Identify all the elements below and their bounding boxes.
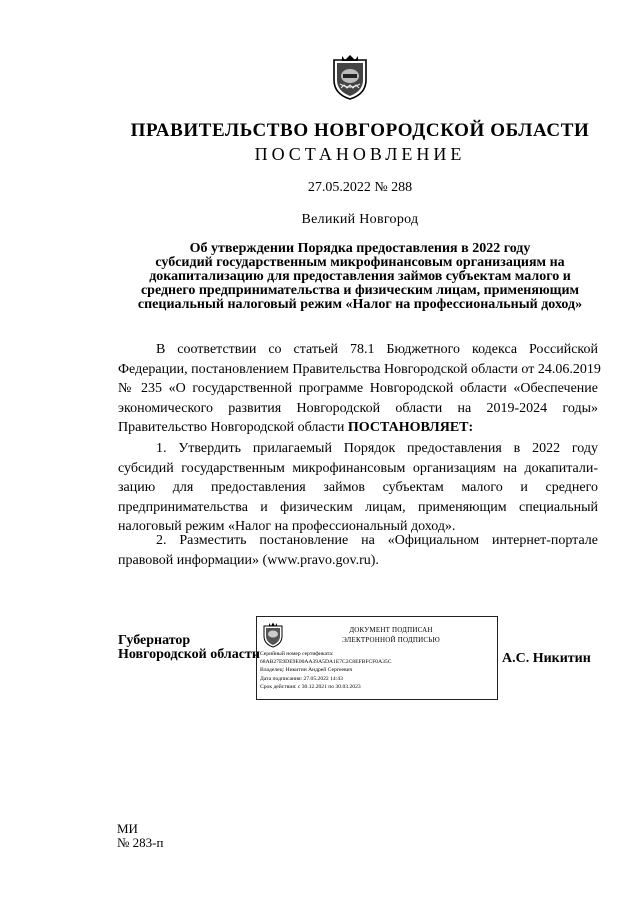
signer-position (118, 634, 260, 662)
coat-of-arms-icon (330, 54, 370, 100)
executor-initials: МИ (117, 821, 138, 836)
document-footer (117, 822, 163, 850)
subject-line: среднего предпринимательства и физическим лицам, применяющим (140, 283, 580, 298)
preamble-line: № 235 «О государственной программе Новгородской области «Обеспечение (118, 381, 598, 396)
clause-line: субсидий государственным микрофинансовым организациям на докапитали- (118, 460, 598, 476)
signing-date: Дата подписания: 27.05.2022 14:43 (260, 675, 343, 682)
preamble-last-line (118, 418, 598, 438)
clause-line: налоговый режим «Налог на профессиональный доход». (118, 519, 456, 534)
government-title: ПРАВИТЕЛЬСТВО НОВГОРОДСКОЙ ОБЛАСТИ (130, 120, 590, 141)
signer-position-line: Губернатор (118, 633, 191, 648)
clause-1 (118, 439, 598, 537)
clause-line: 1. Утвердить прилагаемый Порядок предоставления в 2022 году (156, 441, 598, 456)
certificate-owner: Владелец: Никитин Андрей Сергеевич (260, 667, 353, 674)
date-and-number: 27.05.2022 № 288 (307, 180, 413, 195)
clause-line: правовой информации» (www.pravo.gov.ru). (118, 552, 379, 568)
certificate-validity: Срок действия: с 30.12.2021 по 30.03.2023 (260, 683, 361, 690)
preamble-line: Федерации, постановлением Правительства Новгородской области от 24.06.2019 (118, 361, 601, 377)
signer-position-line: Новгородской области (118, 647, 260, 662)
clause-line: предпринимательства и физическим лицам, применяющим специальный (118, 499, 598, 515)
stamp-heading (291, 625, 491, 645)
subject-line: Об утверждении Порядка предоставления в 2022 году (189, 241, 531, 256)
certificate-serial-value: 68AB27E9DE9E00AA39A5DA1E7C2C8EFBFCF0A35C (260, 659, 392, 666)
certificate-serial-label: Серийный номер сертификата: (260, 651, 334, 657)
preamble-line: В соответствии со статьей 78.1 Бюджетного кодекса Российской (156, 342, 598, 357)
subject-line: докапитализацию для предоставления займов субъектам малого и (149, 269, 571, 284)
preamble-line: экономического развития Новгородской области на 2019-2024 годы» (118, 400, 598, 416)
registry-number: № 283-п (117, 835, 164, 850)
clause-line: зацию для предоставления займов субъектам малого и среднего (118, 480, 598, 495)
coat-of-arms-small-icon (262, 622, 284, 648)
stamp-heading-line: ДОКУМЕНТ ПОДПИСАН (349, 626, 433, 634)
stamp-details (260, 650, 391, 691)
stamp-heading-line: ЭЛЕКТРОННОЙ ПОДПИСЬЮ (342, 636, 440, 644)
subject-line: субсидий государственным микрофинансовым организациям на (155, 255, 565, 270)
decree-word: ПОСТАНОВЛЯЕТ: (347, 420, 474, 435)
preamble-plain-text: Правительство Новгородской области (118, 420, 348, 435)
signer-name: А.С. Никитин (502, 651, 591, 666)
city-name: Великий Новгород (301, 212, 419, 227)
clause-2 (118, 531, 598, 570)
document-subject (118, 242, 602, 312)
document-type: ПОСТАНОВЛЕНИЕ (254, 144, 466, 164)
clause-line: 2. Разместить постановление на «Официальном интернет-портале (156, 533, 598, 548)
preamble-paragraph (118, 340, 601, 438)
e-signature-stamp (256, 616, 498, 700)
subject-line: специальный налоговый режим «Налог на профессиональный доход» (137, 297, 583, 312)
